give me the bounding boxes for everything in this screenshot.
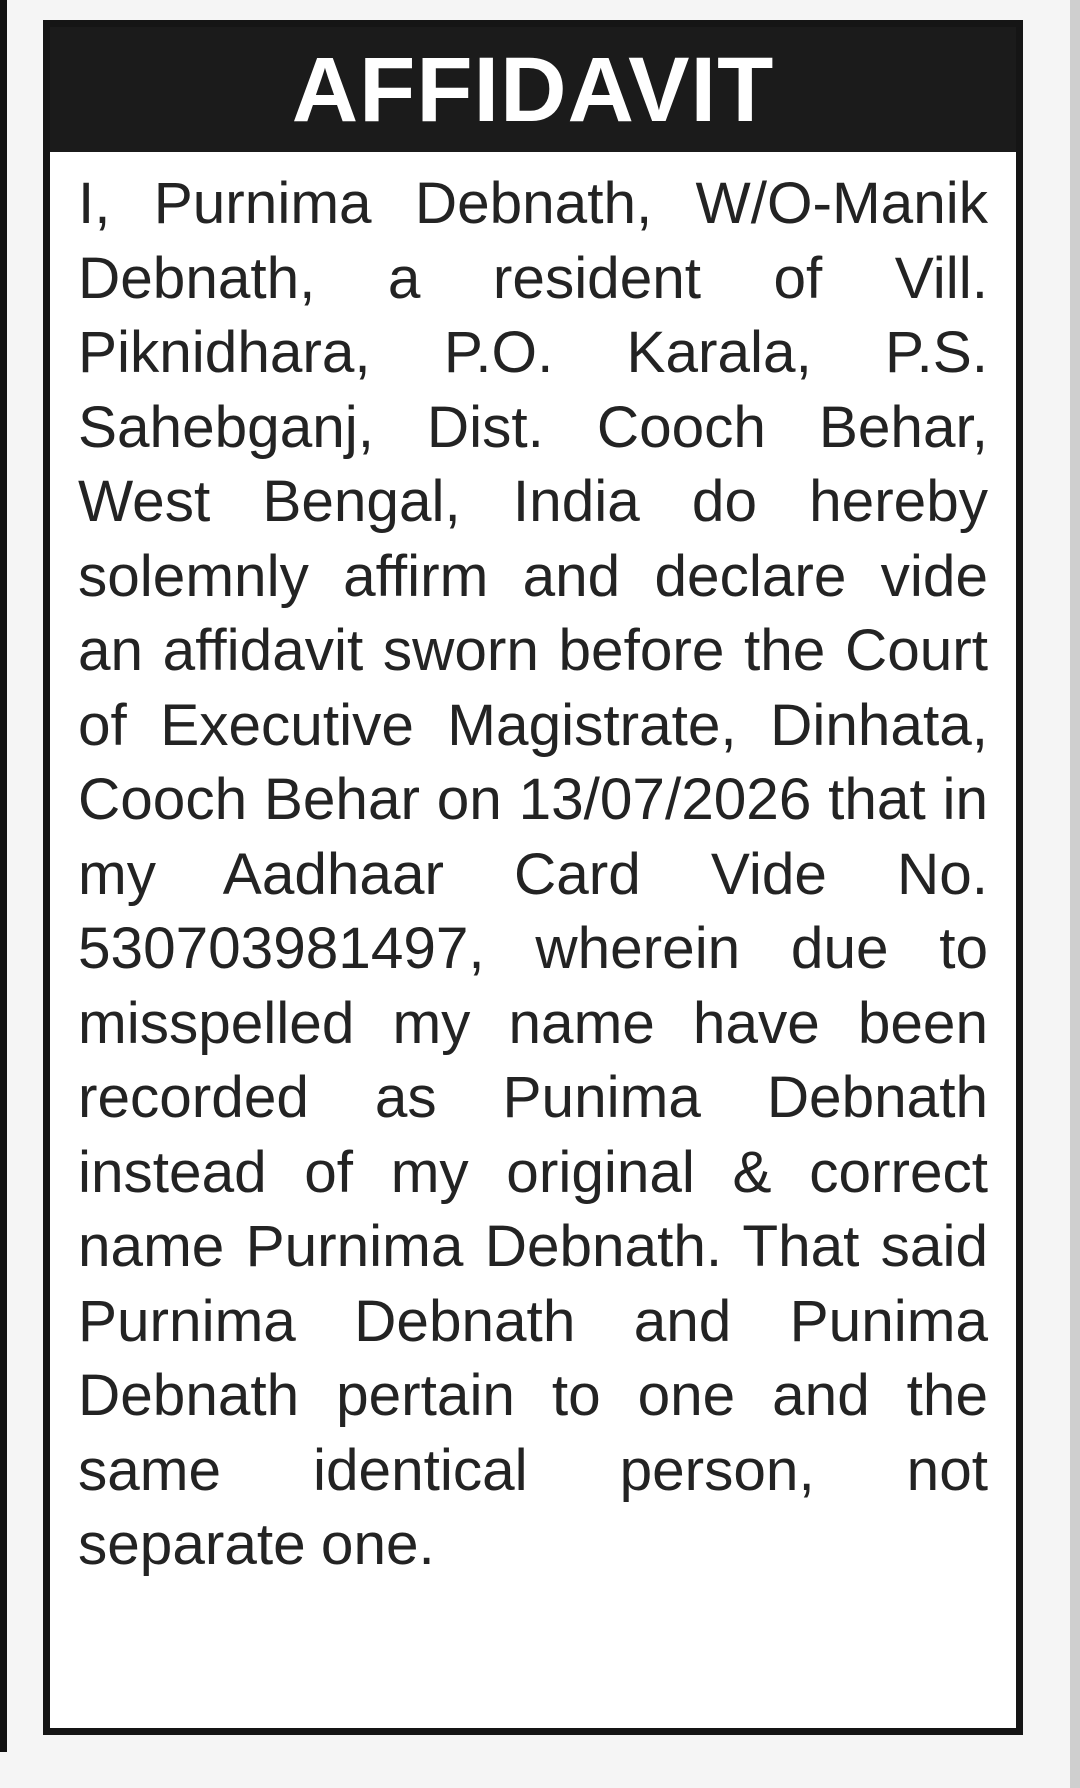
- notice-text: I, Purnima Debnath, W/O-Manik Debnath, a resident of Vill. Piknidhara, P.O. Karala, P.S. Sahebganj, Dist. Cooch Behar, West Bengal, India do hereby solemnly affirm and declare vide an affidavit sworn before the Court of Executive Magistrate, Dinhata, Cooch Behar on 13/07/2026 that in my Aadhaar Card Vide No. 530703981497, wherein due to misspelled my name have been recorded as Punima Debnath instead of my original & correct name Purnima Debnath. That said Purnima Debnath and Punima Debnath pertain to one and the same identical person, not separate one.: [78, 171, 988, 1577]
- notice-title: AFFIDAVIT: [291, 38, 775, 141]
- adjacent-column-rule: [0, 0, 7, 1752]
- page-edge: [1070, 0, 1080, 1788]
- affidavit-notice: [43, 20, 1023, 1735]
- notice-body: [50, 152, 1016, 1593]
- notice-header: [50, 27, 1016, 152]
